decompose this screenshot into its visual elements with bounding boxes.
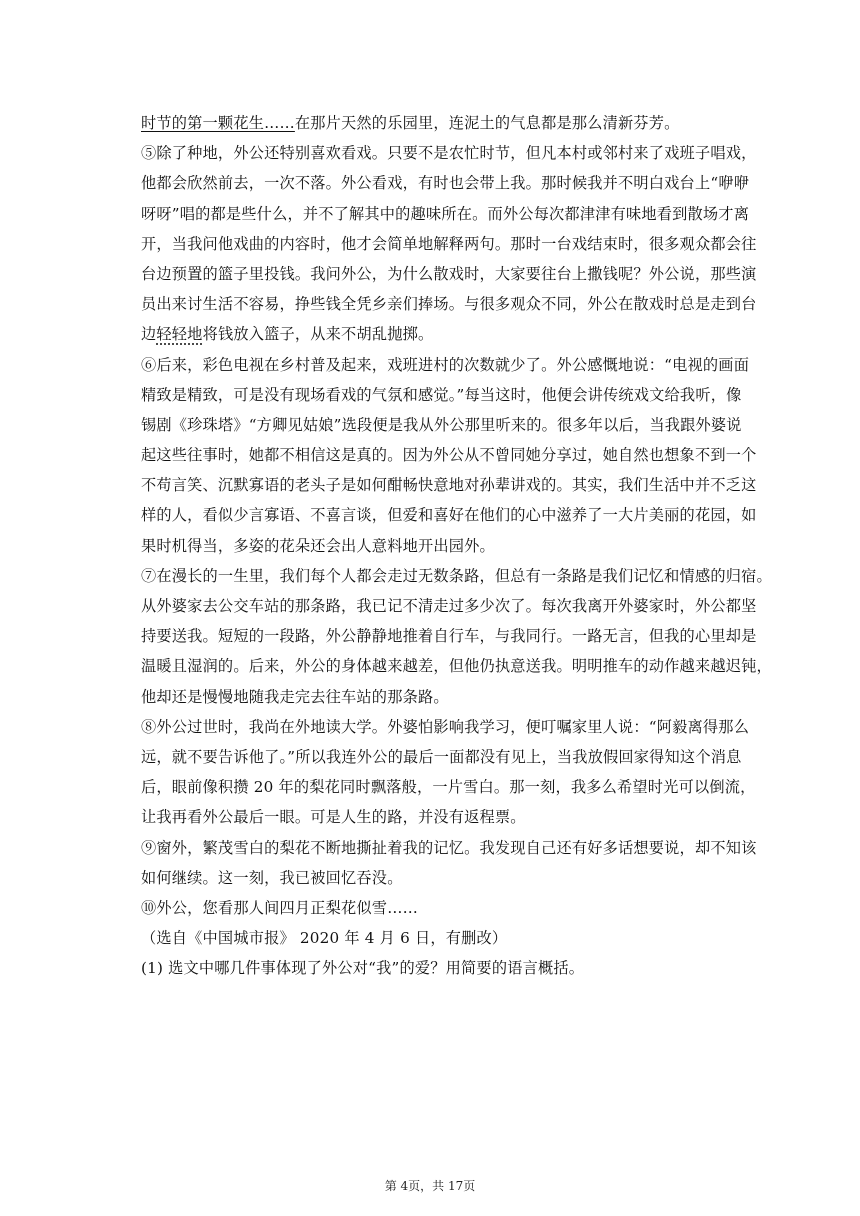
text-line [141,772,756,802]
text-line [141,833,757,863]
text-segment: ⑤除了种地，外公还特别喜欢看戏。只要不是农忙时节，但凡本村或邻村来了戏班子唱戏， [141,144,757,163]
emphasis-dotted-text: 轻轻地 [156,325,203,344]
text-segment: 他都会欣然前去，一次不落。外公看戏，有时也会带上我。那时候我并不明白戏台上“咿咿 [141,174,750,193]
text-segment: 从外婆家去公交车站的那条路，我已记不清走过多少次了。每次我离开外婆家时，外公都坚 [141,597,757,615]
text-line [141,319,751,349]
text-line [141,470,757,500]
text-line [141,651,772,681]
text-line [141,108,751,138]
text-segment: ⑥后来，彩色电视在乡村普及起来，戏班进村的次数就少了。外公感慨地说：“电视的画面 [141,355,750,374]
text-line [141,440,757,470]
text-line [141,380,751,410]
text-segment: ⑨窗外，繁茂雪白的梨花不断地撕扯着我的记忆。我发现自己还有好多话想要说，却不知该 [141,838,757,857]
text-line [141,712,751,742]
text-line [141,350,751,380]
text-segment: 在那片天然的乐园里，连泥土的气息都是那么清新芬芳。 [294,114,680,132]
text-segment: ⑦在漫长的一生里，我们每个人都会走过无数条路，但总有一条路是我们记忆和情感的归宿。 [141,566,772,585]
text-line [141,138,757,168]
text-segment: 边 [141,325,157,344]
text-segment: 让我再看外公最后一眼。可是人生的路，并没有返程票。 [141,808,526,827]
text-segment: 温暖且湿润的。后来，外公的身体越来越差，但他仍执意送我。明明推车的动作越来越迟钝， [141,657,772,676]
text-segment: 开，当我问他戏曲的内容时，他才会简单地解释两句。那时一台戏结束时，很多观众都会往 [141,234,757,253]
text-line [141,229,757,259]
text-segment: ⑩外公，您看那人间四月正梨花似雪…… [141,898,418,917]
article-body [141,108,772,983]
text-line [141,531,751,561]
text-line [141,168,751,198]
text-line [141,953,751,983]
text-segment: （选自《中国城市报》 2020 年 4 月 6 日，有删改） [141,929,508,948]
text-line [141,259,757,289]
page-footer: 第 4页，共 17页 [384,1179,476,1193]
text-segment: ⑧外公过世时，我尚在外地读大学。外婆怕影响我学习，便叮嘱家里人说：“阿毅离得那么 [141,717,750,736]
text-line [141,410,751,440]
text-line [141,500,757,530]
text-segment: 不苟言笑、沉默寡语的老头子是如何酣畅快意地对孙辈讲戏的。其实，我们生活中并不乏这 [141,476,757,495]
text-segment: 锡剧《珍珠塔》“方卿见姑娘”选段便是我从外公那里听来的。很多年以后，当我跟外婆说 [141,415,742,434]
text-line [141,802,751,832]
text-line [141,621,757,651]
text-segment: 精致是精致，可是没有现场看戏的气氛和感觉。”每当这时，他便会讲传统戏文给我听，像 [141,385,742,404]
text-segment: (1) 选文中哪几件事体现了外公对“我”的爱？用简要的语言概括。 [141,959,585,978]
text-line [141,199,751,229]
text-segment: 起这些往事时，她都不相信这是真的。因为外公从不曾同她分享过，她自然也想象不到一个 [141,446,757,465]
text-segment: 呀呀”唱的都是些什么，并不了解其中的趣味所在。而外公每次都津津有味地看到散场才离 [141,204,750,223]
text-segment: 台边预置的篮子里投钱。我问外公，为什么散戏时，大家要往台上撒钱呢？外公说，那些演 [141,264,757,283]
text-line [141,682,751,712]
text-line [141,591,757,621]
text-line [141,561,772,591]
text-segment: 他却还是慢慢地随我走完去往车站的那条路。 [141,687,449,706]
text-segment: 如何继续。这一刻，我已被回忆吞没。 [141,868,403,887]
text-line [141,863,751,893]
text-segment: 后，眼前像积攒 20 年的梨花同时飘落般，一片雪白。那一刻，我多么希望时光可以倒流， [141,778,756,797]
text-segment: 样的人，看似少言寡语、不喜言谈，但爱和喜好在他们的心中滋养了一大片美丽的花园，如 [141,506,757,525]
text-segment: 员出来讨生活不容易，挣些钱全凭乡亲们捧场。与很多观众不同，外公在散戏时总是走到台 [141,295,757,314]
text-segment: 果时机得当，多姿的花朵还会出人意料地开出园外。 [141,536,495,555]
text-segment: 远，就不要告诉他了。”所以我连外公的最后一面都没有见上，当我放假回家得知这个消息 [141,747,742,766]
underlined-text: 时节的第一颗花生…… [141,114,295,132]
text-line [141,289,757,319]
text-line [141,923,751,953]
text-segment: 将钱放入篮子，从来不胡乱抛掷。 [202,325,434,344]
text-line [141,742,751,772]
text-segment: 持要送我。短短的一段路，外公静静地推着自行车，与我同行。一路无言，但我的心里却是 [141,627,757,646]
text-line [141,893,751,923]
